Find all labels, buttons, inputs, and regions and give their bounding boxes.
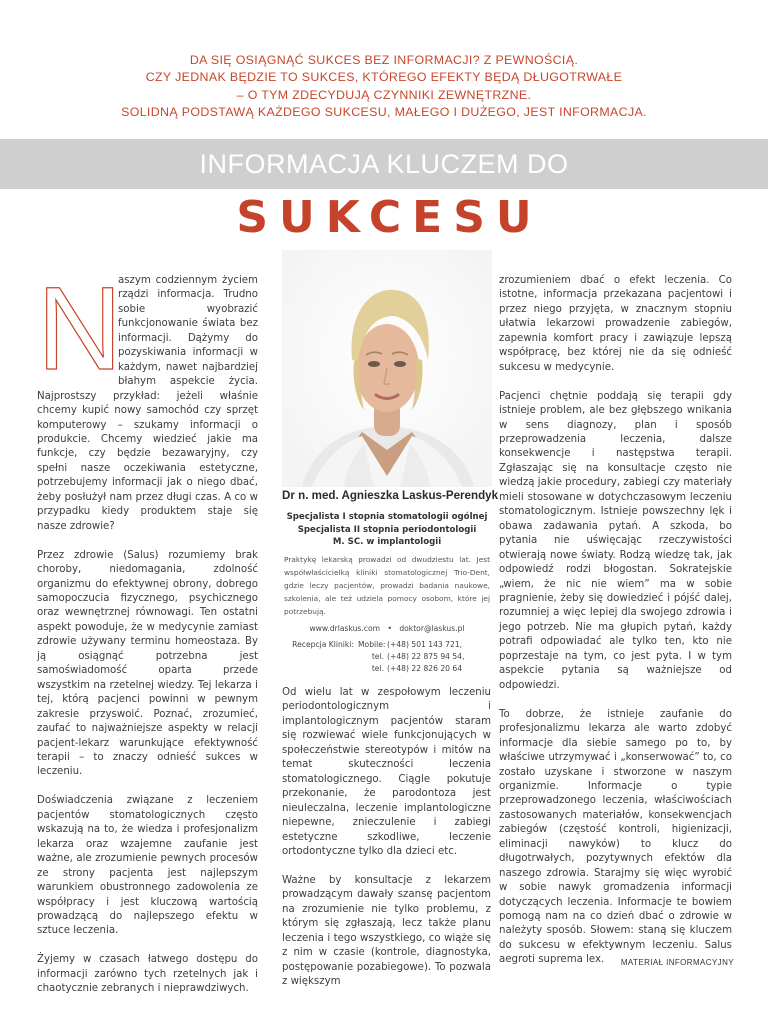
title-line: M. SC. w implantologii [332,537,442,547]
paragraph: Doświadczenia związane z leczeniem pacjentów stomatologicznych często wskazują na to, że wiedza i profesjonalizm lekarza oraz wzajemne zaufanie jest ważne, ale zrozumienie pewnych procesów ze strony pacjenta jest najlepszym warunkiem obustronnego zadowolenia ze współpracy i jest kluczową wartością prowadzącą do najlepszego efektu w sztuce leczenia. [37,795,258,937]
paragraph: zrozumieniem dbać o efekt leczenia. Co istotne, informacja przekazana pacjentowi i przez niego przyjęta, w znacznym stopniu ułatwia lekarzowi prowadzenie zabiegów, zapewnia komfort pracy i zawiązuje lepszą współpracę, bez której nie da się odnieść sukcesu w medycynie. [499,275,732,373]
website-link[interactable]: www.drlaskus.com [309,623,381,633]
intro-line: – O TYM ZDECYDUJĄ CZYNNIKI ZEWNĘTRZNE. [236,87,532,102]
column-middle [282,686,491,1004]
headline: SUKCESU [236,192,543,243]
phone-row [282,651,492,663]
mobile-number: (+48) 501 143 721, [387,639,463,649]
tel-number: (+48) 22 875 94 54, [387,651,465,661]
banner-title: INFORMACJA KLUCZEM DO [199,149,569,179]
tel-number: (+48) 22 826 20 64 [387,664,463,674]
paragraph: Przez zdrowie (Salus) rozumiemy brak choroby, niedomagania, zdolność organizmu do efektywnej obrony, dobrego samopoczucia fizycznego, psychicznego oraz wewnętrznej równowagi. Ten ostatni aspekt powoduje, że w medycynie zamiast zdrowie używany terminu homeostaza. By ją osiągnąć potrzebna jest samoświadomość oparta przede wszystkim na rzetelnej wiedzy. Tej lekarza i tej, którą pacjenci powinni w pewnym zakresie przyswoić. Poznać, zrozumieć, zaufać to najważniejsze aspekty w relacji pacjent-lekarz warunkujące efektywność terapii – to znaczy odnieść sukces w leczeniu. [37,549,258,778]
paragraph: Pacjenci chętnie poddają się terapii gdy istnieje problem, ale bez głębszego wnikania w sens diagnozy, plan i sposób przeprowadzenia leczenia, dalsze konsekwencje i następstwa terapii. Zgłaszając się na konsultacje często nie wiedzą jakie procedury, zabiegi czy materiały mieli stosowane w dotychczasowym leczeniu stomatologicznym. Istnieje powszechny lęk i obawa zadawania pytań. A szkoda, bo pytania nie uświęcając rzeczywistości otwierają nowe światy. Rodzą wiedzę tak, jak odpowiedź rodzi błogostan. Sokratejskie „wiem, że nic nie wiem” ma w sobie pragnienie, żeby się dowiedzieć i pójść dalej, rozumniej a więc lepiej dla swojego zdrowia i jego potrzeb. Nie ma głupich pytań, każdy potrafi odpowiadać ale tylko ten, kto nie poprzestaje na tym, co jest pyta. I w tym aspekcie pytania są ważniejsze od odpowiedzi. [499,390,732,691]
portrait-illustration [282,250,492,487]
column-right [499,274,732,982]
paragraph: Od wielu lat w zespołowym leczeniu periodontologicznym i implantologicznym pacjentów staram się rozwiewać wiele funkcjonujących w społeczeństwie stereotypów i mitów na temat skuteczności leczenia stomatologicznego. Ciągle pokutuje przekonanie, że parodontoza jest nieuleczalna, leczenie implantologiczne niepewne, znieczulenie i zabiegi estetyczne szkodliwe, leczenie ortodontyczne tylko dla dzieci etc. [282,687,491,857]
intro-block [0,52,768,121]
phone-list [282,639,492,676]
phone-row [282,639,492,651]
title-line: Specjalista II stopnia periodontologii [297,524,477,535]
paragraph-text: aszym codziennym życiem rządzi informacja. Trudno sobie wyobrazić funkcjonowanie świata bez informacji. Dążymy do pozyskiwania informacji w każdym, nawet najbardziej błahym aspekcie życia. Najprostszy przykład: jeżeli właśnie chcemy kupić nowy samochód czy sprzęt komputerowy – szukamy informacji o produkcie. Chcemy wiedzieć jakie ma funkcje, czy będzie bezawaryjny, czy spełni nasze oczekiwania estetyczne, potrzebujemy informacji jak o niego dbać, żeby posłużył nam przez długi czas. A co w przypadku kiedy produktem staje się nasze zdrowie? [37,275,258,532]
author-description: Praktykę lekarską prowadzi od dwudziestu lat. Jest współwłaścicielką kliniki stomatologicznej Trio-Dent, gdzie leczy pacjentów, prowadzi badania naukowe, szkolenia, ale też udziela pomocy osobom, które jej potrzebują. [284,554,490,616]
tel-label: tel. [371,651,384,661]
title-banner [0,139,768,189]
reception-label: Recepcja Kliniki: [292,639,354,649]
author-caption [282,489,499,676]
dropcap-spacer [37,274,118,386]
footer-label: MATERIAŁ INFORMACYJNY [620,958,734,967]
author-name: Dr n. med. Agnieszka Laskus-Perendyk [282,489,499,502]
intro-line: CZY JEDNAK BĘDZIE TO SUKCES, KTÓREGO EFEKTY BĘDĄ DŁUGOTRWAŁE [145,70,623,85]
contact-line [282,624,492,633]
paragraph: Ważne by konsultacje z lekarzem prowadzącym dawały szansę pacjentom na zrozumienie nie tylko problemu, z którym się zgłaszają, lecz także planu leczenia i tego wszystkiego, co wiąże się z nim w czasie (kontrole, diagnostyka, postępowanie pozabiegowe). To pozwala z większym [282,874,491,988]
paragraph [37,274,258,534]
separator-dot: • [387,623,392,633]
intro-line: SOLIDNĄ PODSTAWĄ KAŻDEGO SUKCESU, MAŁEGO I DUŻEGO, JEST INFORMACJA. [121,104,647,119]
email-link[interactable]: doktor@laskus.pl [399,623,465,633]
doctor-portrait [282,250,492,487]
column-left [37,274,258,1011]
mobile-label: Mobile: [358,639,386,649]
tel-label: tel. [371,664,384,674]
drop-cap: N [37,263,123,395]
title-line: Specjalista I stopnia stomatologii ogólnej [286,512,488,522]
author-titles [282,511,492,549]
paragraph: To dobrze, że istnieje zaufanie do profesjonalizmu lekarza ale warto zdobyć informacje dla siebie samego po to, by właściwe utrzymywać i „konserwować” to, co zostało uzyskane i stworzone w naszym organizmie. Informacje o typie przeprowadzonego leczenia, właściwościach zastosowanych materiałów, konsekwencjach zabiegów (częstość kontroli, higienizacji, eliminacji nawyków) to klucz do długotrwałych, pozytywnych efektów dla naszego zdrowia. Starajmy się więc wyrobić w sobie nawyk gromadzenia informacji dotyczących leczenia. Informacje te bowiem pomogą nam na co dzień dbać o zdrowie w należyty sposób. Słowem: staną się kluczem do sukcesu w efektywnym leczeniu. Salus aegroti suprema lex. [499,708,732,966]
intro-line: DA SIĘ OSIĄGNĄĆ SUKCES BEZ INFORMACJI? Z PEWNOŚCIĄ. [189,53,579,67]
phone-row [282,663,492,675]
paragraph: Żyjemy w czasach łatwego dostępu do informacji zarówno tych rzetelnych jak i chaotycznie zebranych i nieprawdziwych. [37,954,258,995]
